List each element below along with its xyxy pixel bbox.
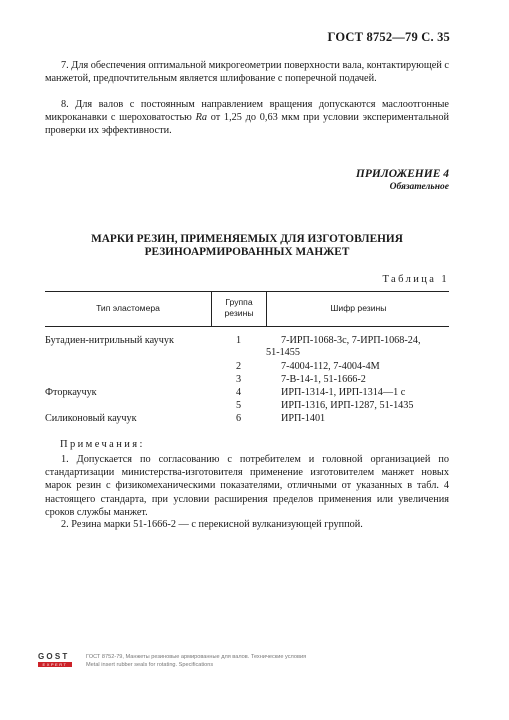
cell-code-row-3: 7-В-14-1, 51-1666-2 bbox=[281, 374, 366, 385]
cell-group-row-6: 6 bbox=[235, 413, 242, 424]
logo-bottom-text: EXPERT bbox=[38, 662, 72, 667]
appendix-label: ПРИЛОЖЕНИЕ 4 bbox=[355, 168, 449, 180]
appendix-status: Обязательное bbox=[389, 182, 449, 192]
ra-symbol: Ra bbox=[195, 112, 208, 124]
cell-code-row-4: ИРП-1314-1, ИРП-1314—1 с bbox=[281, 387, 406, 398]
cell-type-row-6: Силиконовый каучук bbox=[45, 413, 137, 424]
cell-code-row-2: 7-4004-112, 7-4004-4М bbox=[281, 361, 380, 372]
section-title-line-1: МАРКИ РЕЗИН, ПРИМЕНЯЕМЫХ ДЛЯ ИЗГОТОВЛЕНИЯ bbox=[91, 233, 403, 245]
header-rubber-code: Шифр резины bbox=[330, 303, 387, 313]
cell-group-row-4: 4 bbox=[235, 387, 242, 398]
paragraph-8-text-a: 8. Для валов с постоянным направлением вращения допускаются маслоотгонные микроканавки с шероховатостью bbox=[45, 99, 449, 124]
cell-code-row-5: ИРП-1316, ИРП-1287, 51-1435 bbox=[281, 400, 414, 411]
logo-top-text: GOST bbox=[38, 652, 70, 661]
footer-line-1: ГОСТ 8752-79, Манжеты резиновые армированные для валов. Технические условия bbox=[86, 654, 307, 660]
table-col-divider-2 bbox=[266, 291, 267, 327]
note-1: 1. Допускается по согласованию с потребителем и головной организацией по стандартизации министерства-изготовителя применение изготовителем манжет новых марок резин с физикомеханическими показателями, отличными от указанных в табл. 4 настоящего стандарта, при условии расширения пределов применения или увеличения сроков службы манжет. bbox=[45, 454, 449, 518]
cell-group-row-5: 5 bbox=[235, 400, 242, 411]
header-rubber-group: Группа резины bbox=[224, 297, 254, 318]
cell-type-row-4: Фторкаучук bbox=[45, 387, 97, 398]
table-top-rule bbox=[45, 291, 449, 292]
table-caption: Таблица 1 bbox=[382, 274, 449, 285]
note-2: 2. Резина марки 51-1666-2 — с перекисной вулканизующей группой. bbox=[61, 519, 363, 530]
gost-expert-logo bbox=[38, 653, 72, 668]
footer-text bbox=[86, 653, 306, 669]
page-header: ГОСТ 8752—79 С. 35 bbox=[327, 30, 450, 44]
section-title-line-2: РЕЗИНОАРМИРОВАННЫХ МАНЖЕТ bbox=[144, 246, 350, 258]
table-col-divider-1 bbox=[211, 291, 212, 327]
cell-code-row-6: ИРП-1401 bbox=[281, 413, 326, 424]
paragraph-7: 7. Для обеспечения оптимальной микрогеометрии поверхности вала, контактирующей с манжетой, предпочтительным является шлифование с поперечной подачей. bbox=[45, 60, 449, 85]
notes-heading: Примечания: bbox=[60, 439, 145, 450]
table-header-rule bbox=[45, 326, 449, 327]
paragraph-8-text-b: от 1,25 до 0,63 мкм при условии экспериментальной проверки их эффективности. bbox=[45, 112, 449, 137]
cell-code-row-1-cont: 51-1455 bbox=[266, 347, 300, 358]
cell-code-row-1: 7-ИРП-1068-3с, 7-ИРП-1068-24, bbox=[281, 335, 421, 346]
paragraph-8 bbox=[45, 98, 449, 138]
footer-line-2: Metal insert rubber seals for rotating. Specifications bbox=[86, 662, 214, 668]
header-elastomer-type: Тип эластомера bbox=[96, 303, 160, 313]
cell-type-row-1: Бутадиен-нитрильный каучук bbox=[45, 335, 174, 346]
cell-group-row-2: 2 bbox=[235, 361, 242, 372]
cell-group-row-1: 1 bbox=[235, 335, 242, 346]
cell-group-row-3: 3 bbox=[235, 374, 242, 385]
